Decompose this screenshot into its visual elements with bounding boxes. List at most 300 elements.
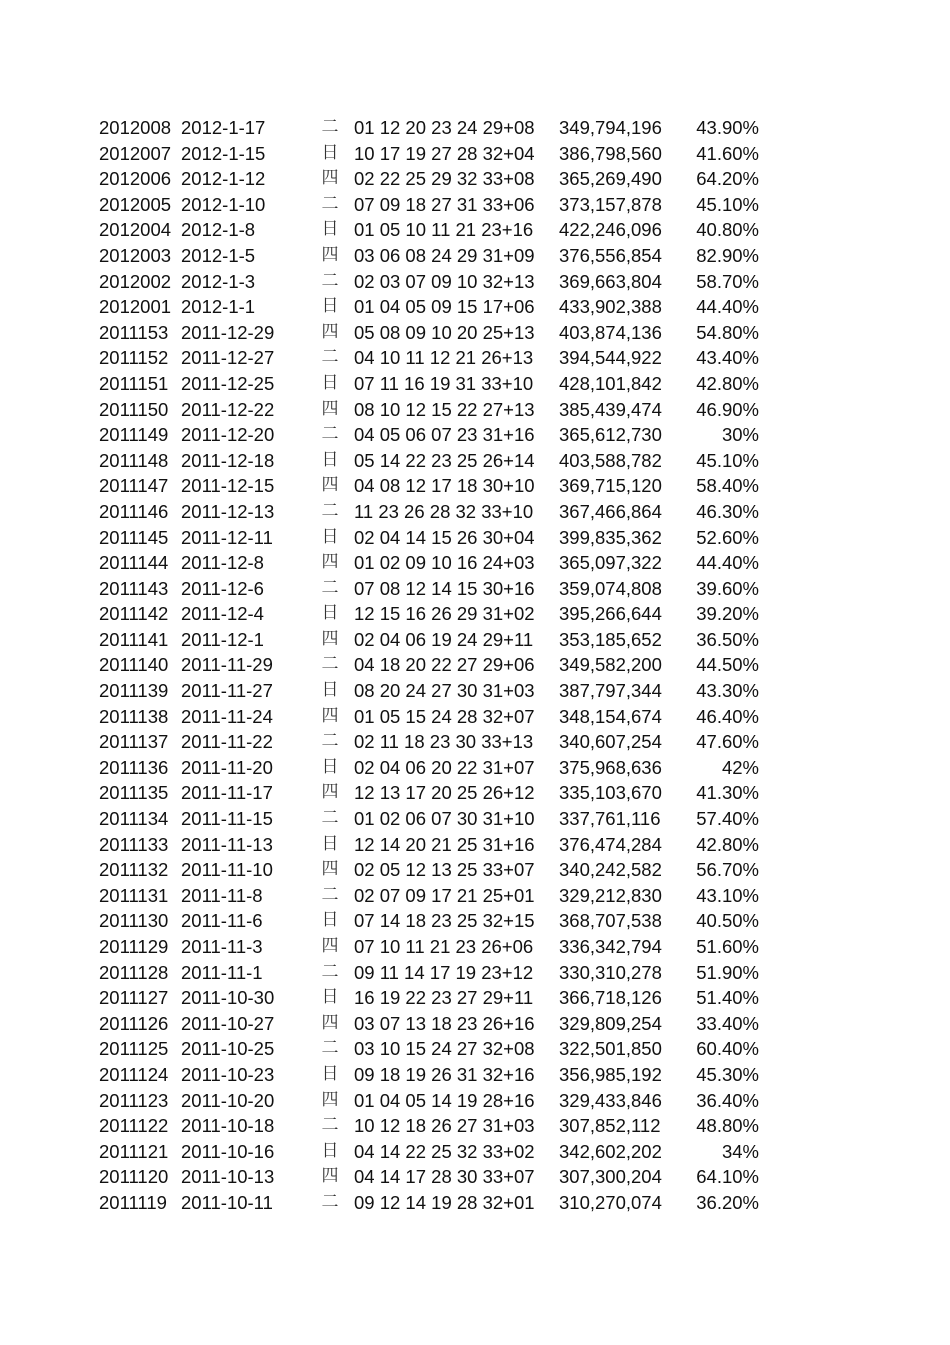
sales-amount-cell: 369,663,804 <box>559 270 662 292</box>
return-rate-cell: 51.60% <box>696 936 759 957</box>
weekday-cell: 二 <box>321 347 339 368</box>
sales-amount-cell: 368,707,538 <box>559 910 662 932</box>
issue-number-cell: 2012008 <box>99 117 172 138</box>
sales-amount-cell: 310,270,074 <box>559 1191 662 1213</box>
issue-number-cell: 2011150 <box>99 398 169 420</box>
sales-amount-cell: 329,433,846 <box>559 1089 662 1111</box>
return-rate-cell: 45.30% <box>696 1063 759 1085</box>
winning-numbers-cell: 09 18 19 26 31 32+16 <box>354 1063 535 1085</box>
issue-number-cell: 2011147 <box>99 475 169 497</box>
return-rate-cell: 52.60% <box>696 526 759 548</box>
table-row <box>99 704 759 730</box>
issue-number-cell: 2011131 <box>99 884 169 906</box>
return-rate-cell: 51.90% <box>696 961 759 983</box>
return-rate-cell: 46.40% <box>696 705 759 727</box>
weekday-cell: 二 <box>321 1191 339 1212</box>
table-row <box>99 934 759 960</box>
return-rate-cell: 36.20% <box>696 1191 759 1213</box>
draw-date-cell: 2011-10-25 <box>181 1038 275 1060</box>
draw-date-cell: 2012-1-5 <box>181 244 256 266</box>
issue-number-cell: 2011136 <box>99 756 169 778</box>
sales-amount-cell: 376,556,854 <box>559 244 662 266</box>
weekday-cell: 四 <box>321 1166 339 1187</box>
winning-numbers-cell: 01 12 20 23 24 29+08 <box>354 117 535 138</box>
return-rate-cell: 45.10% <box>696 449 759 471</box>
table-row <box>99 985 759 1011</box>
weekday-cell: 四 <box>321 552 339 573</box>
winning-numbers-cell: 12 15 16 26 29 31+02 <box>354 603 535 625</box>
return-rate-cell: 46.90% <box>696 398 759 420</box>
winning-numbers-cell: 01 05 10 11 21 23+16 <box>354 219 534 241</box>
winning-numbers-cell: 16 19 22 23 27 29+11 <box>354 987 534 1009</box>
sales-amount-cell: 330,310,278 <box>559 961 662 983</box>
sales-amount-cell: 356,985,192 <box>559 1063 662 1085</box>
sales-amount-cell: 366,718,126 <box>559 987 662 1009</box>
sales-amount-cell: 375,968,636 <box>559 756 662 778</box>
sales-amount-cell: 349,582,200 <box>559 654 662 676</box>
table-row <box>99 960 759 986</box>
winning-numbers-cell: 02 07 09 17 21 25+01 <box>354 884 535 906</box>
issue-number-cell: 2011128 <box>99 961 169 983</box>
winning-numbers-cell: 08 20 24 27 30 31+03 <box>354 680 535 702</box>
draw-date-cell: 2011-10-11 <box>181 1191 273 1213</box>
issue-number-cell: 2011148 <box>99 449 169 471</box>
weekday-cell: 日 <box>321 756 339 777</box>
weekday-cell: 日 <box>321 372 339 393</box>
sales-amount-cell: 422,246,096 <box>559 219 662 241</box>
winning-numbers-cell: 07 14 18 23 25 32+15 <box>354 910 535 932</box>
sales-amount-cell: 373,157,878 <box>559 193 662 215</box>
table-row <box>99 345 759 371</box>
table-row <box>99 448 759 474</box>
winning-numbers-cell: 04 10 11 12 21 26+13 <box>354 347 534 369</box>
sales-amount-cell: 342,602,202 <box>559 1140 662 1162</box>
table-row <box>99 397 759 423</box>
winning-numbers-cell: 03 06 08 24 29 31+09 <box>354 244 535 266</box>
draw-date-cell: 2011-12-6 <box>181 577 264 599</box>
issue-number-cell: 2012006 <box>99 168 172 190</box>
table-row <box>99 857 759 883</box>
draw-date-cell: 2011-12-20 <box>181 424 275 446</box>
return-rate-cell: 36.40% <box>696 1089 759 1111</box>
return-rate-cell: 60.40% <box>696 1038 759 1060</box>
draw-date-cell: 2011-11-27 <box>181 680 273 702</box>
table-row <box>99 780 759 806</box>
weekday-cell: 四 <box>321 168 339 189</box>
weekday-cell: 四 <box>321 321 339 342</box>
return-rate-cell: 40.80% <box>696 219 759 241</box>
weekday-cell: 四 <box>321 628 339 649</box>
issue-number-cell: 2011138 <box>99 705 169 727</box>
return-rate-cell: 58.70% <box>696 270 759 292</box>
winning-numbers-cell: 02 04 06 20 22 31+07 <box>354 756 535 778</box>
sales-amount-cell: 387,797,344 <box>559 680 662 702</box>
sales-amount-cell: 336,342,794 <box>559 936 662 957</box>
weekday-cell: 二 <box>321 1115 339 1136</box>
weekday-cell: 日 <box>321 142 339 163</box>
weekday-cell: 四 <box>321 398 339 419</box>
return-rate-cell: 39.60% <box>696 577 759 599</box>
sales-amount-cell: 365,269,490 <box>559 168 662 190</box>
sales-amount-cell: 335,103,670 <box>559 782 662 804</box>
sales-amount-cell: 359,074,808 <box>559 577 662 599</box>
weekday-cell: 四 <box>321 859 339 880</box>
table-row <box>99 141 759 167</box>
sales-amount-cell: 367,466,864 <box>559 500 662 522</box>
table-row <box>99 320 759 346</box>
winning-numbers-cell: 07 11 16 19 31 33+10 <box>354 372 534 394</box>
return-rate-cell: 45.10% <box>696 193 759 215</box>
weekday-cell: 日 <box>321 1140 339 1161</box>
winning-numbers-cell: 01 02 09 10 16 24+03 <box>354 552 535 574</box>
winning-numbers-cell: 07 09 18 27 31 33+06 <box>354 193 535 215</box>
draw-date-cell: 2011-11-17 <box>181 782 273 804</box>
draw-date-cell: 2012-1-17 <box>181 117 266 138</box>
weekday-cell: 四 <box>321 244 339 265</box>
sales-amount-cell: 433,902,388 <box>559 296 662 318</box>
draw-date-cell: 2012-1-10 <box>181 193 266 215</box>
issue-number-cell: 2011134 <box>99 808 169 830</box>
table-row <box>99 422 759 448</box>
sales-amount-cell: 403,588,782 <box>559 449 662 471</box>
draw-date-cell: 2011-11-29 <box>181 654 273 676</box>
return-rate-cell: 34% <box>721 1140 759 1162</box>
weekday-cell: 日 <box>321 1063 339 1084</box>
issue-number-cell: 2011140 <box>99 654 169 676</box>
return-rate-cell: 39.20% <box>696 603 759 625</box>
return-rate-cell: 40.50% <box>696 910 759 932</box>
sales-amount-cell: 353,185,652 <box>559 628 662 650</box>
weekday-cell: 二 <box>321 1038 339 1059</box>
winning-numbers-cell: 10 17 19 27 28 32+04 <box>354 142 535 164</box>
draw-date-cell: 2011-12-27 <box>181 347 275 369</box>
return-rate-cell: 47.60% <box>696 731 759 753</box>
issue-number-cell: 2011145 <box>99 526 169 548</box>
issue-number-cell: 2011152 <box>99 347 169 369</box>
table-row <box>99 1088 759 1114</box>
weekday-cell: 二 <box>321 500 339 521</box>
draw-date-cell: 2011-11-1 <box>181 961 263 983</box>
table-row <box>99 1011 759 1037</box>
return-rate-cell: 58.40% <box>696 475 759 497</box>
table-row <box>99 192 759 218</box>
issue-number-cell: 2011133 <box>99 833 169 855</box>
table-row <box>99 576 759 602</box>
weekday-cell: 二 <box>321 654 339 675</box>
weekday-cell: 日 <box>321 526 339 547</box>
winning-numbers-cell: 05 08 09 10 20 25+13 <box>354 321 535 343</box>
return-rate-cell: 43.30% <box>696 680 759 702</box>
issue-number-cell: 2011120 <box>99 1166 169 1188</box>
table-row <box>99 166 759 192</box>
issue-number-cell: 2011129 <box>99 936 169 957</box>
issue-number-cell: 2011151 <box>99 372 169 394</box>
draw-date-cell: 2011-12-22 <box>181 398 275 420</box>
winning-numbers-cell: 10 12 18 26 27 31+03 <box>354 1115 535 1137</box>
sales-amount-cell: 386,798,560 <box>559 142 662 164</box>
weekday-cell: 二 <box>321 193 339 214</box>
issue-number-cell: 2011153 <box>99 321 169 343</box>
sales-amount-cell: 307,852,112 <box>559 1115 661 1137</box>
sales-amount-cell: 395,266,644 <box>559 603 662 625</box>
winning-numbers-cell: 04 18 20 22 27 29+06 <box>354 654 535 676</box>
table-row <box>99 1164 759 1190</box>
return-rate-cell: 42.80% <box>696 833 759 855</box>
draw-date-cell: 2011-11-24 <box>181 705 273 727</box>
sales-amount-cell: 399,835,362 <box>559 526 662 548</box>
draw-date-cell: 2011-11-20 <box>181 756 273 778</box>
draw-date-cell: 2011-12-1 <box>181 628 264 650</box>
issue-number-cell: 2011146 <box>99 500 169 522</box>
table-row <box>99 269 759 295</box>
table-row <box>99 473 759 499</box>
issue-number-cell: 2012002 <box>99 270 172 292</box>
return-rate-cell: 30% <box>721 424 759 446</box>
draw-date-cell: 2011-10-23 <box>181 1063 275 1085</box>
winning-numbers-cell: 04 05 06 07 23 31+16 <box>354 424 535 446</box>
sales-amount-cell: 394,544,922 <box>559 347 662 369</box>
draw-date-cell: 2011-11-22 <box>181 731 273 753</box>
table-row <box>99 499 759 525</box>
table-row <box>99 832 759 858</box>
weekday-cell: 日 <box>321 449 339 470</box>
return-rate-cell: 41.30% <box>696 782 759 804</box>
issue-number-cell: 2012007 <box>99 142 172 164</box>
weekday-cell: 二 <box>321 961 339 982</box>
issue-number-cell: 2011121 <box>99 1140 169 1162</box>
return-rate-cell: 36.50% <box>696 628 759 650</box>
draw-date-cell: 2012-1-1 <box>181 296 256 318</box>
issue-number-cell: 2011132 <box>99 859 169 881</box>
table-row <box>99 294 759 320</box>
table-row <box>99 115 759 141</box>
issue-number-cell: 2011126 <box>99 1012 169 1034</box>
table-row <box>99 601 759 627</box>
return-rate-cell: 56.70% <box>696 859 759 881</box>
table-row <box>99 1036 759 1062</box>
return-rate-cell: 48.80% <box>696 1115 759 1137</box>
draw-date-cell: 2011-10-30 <box>181 987 275 1009</box>
weekday-cell: 二 <box>321 884 339 905</box>
weekday-cell: 日 <box>321 219 339 240</box>
weekday-cell: 日 <box>321 833 339 854</box>
winning-numbers-cell: 09 12 14 19 28 32+01 <box>354 1191 535 1213</box>
return-rate-cell: 44.50% <box>696 654 759 676</box>
winning-numbers-cell: 01 04 05 14 19 28+16 <box>354 1089 535 1111</box>
winning-numbers-cell: 01 02 06 07 30 31+10 <box>354 808 535 830</box>
issue-number-cell: 2011139 <box>99 680 169 702</box>
winning-numbers-cell: 12 13 17 20 25 26+12 <box>354 782 535 804</box>
weekday-cell: 日 <box>321 603 339 624</box>
table-row <box>99 806 759 832</box>
return-rate-cell: 41.60% <box>696 142 759 164</box>
sales-amount-cell: 340,242,582 <box>559 859 662 881</box>
return-rate-cell: 43.10% <box>696 884 759 906</box>
table-row <box>99 1113 759 1139</box>
draw-date-cell: 2011-12-4 <box>181 603 264 625</box>
issue-number-cell: 2011141 <box>99 628 169 650</box>
winning-numbers-cell: 12 14 20 21 25 31+16 <box>354 833 535 855</box>
draw-date-cell: 2012-1-12 <box>181 168 266 190</box>
table-row <box>99 755 759 781</box>
weekday-cell: 四 <box>321 1089 339 1110</box>
draw-date-cell: 2011-12-8 <box>181 552 264 574</box>
weekday-cell: 四 <box>321 1012 339 1033</box>
winning-numbers-cell: 02 04 14 15 26 30+04 <box>354 526 535 548</box>
table-row <box>99 550 759 576</box>
winning-numbers-cell: 02 05 12 13 25 33+07 <box>354 859 535 881</box>
weekday-cell: 四 <box>321 475 339 496</box>
weekday-cell: 二 <box>321 577 339 598</box>
issue-number-cell: 2011123 <box>99 1089 169 1111</box>
sales-amount-cell: 340,607,254 <box>559 731 662 753</box>
weekday-cell: 二 <box>321 117 339 137</box>
draw-date-cell: 2011-12-25 <box>181 372 275 394</box>
weekday-cell: 二 <box>321 270 339 291</box>
winning-numbers-cell: 04 14 22 25 32 33+02 <box>354 1140 535 1162</box>
issue-number-cell: 2011130 <box>99 910 169 932</box>
table-row <box>99 883 759 909</box>
table-row <box>99 217 759 243</box>
draw-date-cell: 2012-1-8 <box>181 219 256 241</box>
issue-number-cell: 2011125 <box>99 1038 169 1060</box>
winning-numbers-cell: 02 22 25 29 32 33+08 <box>354 168 535 190</box>
return-rate-cell: 57.40% <box>696 808 759 830</box>
issue-number-cell: 2012001 <box>99 296 172 318</box>
sales-amount-cell: 349,794,196 <box>559 117 662 138</box>
return-rate-cell: 64.10% <box>696 1166 759 1188</box>
weekday-cell: 二 <box>321 424 339 445</box>
draw-date-cell: 2011-12-15 <box>181 475 275 497</box>
winning-numbers-cell: 02 04 06 19 24 29+11 <box>354 628 534 650</box>
winning-numbers-cell: 07 08 12 14 15 30+16 <box>354 577 535 599</box>
sales-amount-cell: 365,097,322 <box>559 552 662 574</box>
sales-amount-cell: 365,612,730 <box>559 424 662 446</box>
table-row <box>99 729 759 755</box>
issue-number-cell: 2011119 <box>99 1191 167 1213</box>
issue-number-cell: 2011122 <box>99 1115 169 1137</box>
draw-date-cell: 2012-1-3 <box>181 270 256 292</box>
weekday-cell: 四 <box>321 705 339 726</box>
weekday-cell: 日 <box>321 910 339 931</box>
issue-number-cell: 2011124 <box>99 1063 169 1085</box>
sales-amount-cell: 322,501,850 <box>559 1038 662 1060</box>
sales-amount-cell: 376,474,284 <box>559 833 662 855</box>
winning-numbers-cell: 01 05 15 24 28 32+07 <box>354 705 535 727</box>
table-row <box>99 908 759 934</box>
draw-date-cell: 2011-12-13 <box>181 500 275 522</box>
winning-numbers-cell: 03 07 13 18 23 26+16 <box>354 1012 535 1034</box>
weekday-cell: 日 <box>321 680 339 701</box>
winning-numbers-cell: 08 10 12 15 22 27+13 <box>354 398 535 420</box>
return-rate-cell: 43.90% <box>696 117 759 138</box>
winning-numbers-cell: 09 11 14 17 19 23+12 <box>354 961 534 983</box>
sales-amount-cell: 337,761,116 <box>559 808 661 830</box>
sales-amount-cell: 428,101,842 <box>559 372 662 394</box>
draw-date-cell: 2011-11-10 <box>181 859 273 881</box>
weekday-cell: 二 <box>321 808 339 829</box>
draw-date-cell: 2011-10-13 <box>181 1166 275 1188</box>
return-rate-cell: 44.40% <box>696 296 759 318</box>
table-row <box>99 678 759 704</box>
winning-numbers-cell: 04 14 17 28 30 33+07 <box>354 1166 535 1188</box>
winning-numbers-cell: 02 11 18 23 30 33+13 <box>354 731 534 753</box>
draw-date-cell: 2011-10-27 <box>181 1012 275 1034</box>
draw-date-cell: 2011-12-18 <box>181 449 275 471</box>
weekday-cell: 二 <box>321 731 339 752</box>
draw-date-cell: 2011-12-29 <box>181 321 275 343</box>
weekday-cell: 四 <box>321 936 339 956</box>
weekday-cell: 四 <box>321 782 339 803</box>
winning-numbers-cell: 05 14 22 23 25 26+14 <box>354 449 535 471</box>
return-rate-cell: 54.80% <box>696 321 759 343</box>
return-rate-cell: 42% <box>721 756 759 778</box>
issue-number-cell: 2012005 <box>99 193 172 215</box>
table-row <box>99 627 759 653</box>
winning-numbers-cell: 02 03 07 09 10 32+13 <box>354 270 535 292</box>
return-rate-cell: 51.40% <box>696 987 759 1009</box>
table-row <box>99 652 759 678</box>
draw-date-cell: 2012-1-15 <box>181 142 266 164</box>
return-rate-cell: 64.20% <box>696 168 759 190</box>
draw-results-table <box>99 115 759 1216</box>
draw-date-cell: 2011-11-13 <box>181 833 273 855</box>
return-rate-cell: 82.90% <box>696 244 759 266</box>
draw-date-cell: 2011-11-15 <box>181 808 273 830</box>
issue-number-cell: 2011142 <box>99 603 169 625</box>
issue-number-cell: 2011149 <box>99 424 169 446</box>
issue-number-cell: 2011135 <box>99 782 169 804</box>
draw-date-cell: 2011-12-11 <box>181 526 273 548</box>
winning-numbers-cell: 07 10 11 21 23 26+06 <box>354 936 534 957</box>
winning-numbers-cell: 04 08 12 17 18 30+10 <box>354 475 535 497</box>
sales-amount-cell: 369,715,120 <box>559 475 662 497</box>
table-row <box>99 371 759 397</box>
weekday-cell: 日 <box>321 987 339 1008</box>
issue-number-cell: 2012003 <box>99 244 172 266</box>
return-rate-cell: 44.40% <box>696 552 759 574</box>
draw-date-cell: 2011-10-20 <box>181 1089 275 1111</box>
sales-amount-cell: 403,874,136 <box>559 321 662 343</box>
return-rate-cell: 43.40% <box>696 347 759 369</box>
draw-date-cell: 2011-11-3 <box>181 936 263 957</box>
draw-results-body <box>99 115 759 1216</box>
winning-numbers-cell: 01 04 05 09 15 17+06 <box>354 296 535 318</box>
draw-date-cell: 2011-10-16 <box>181 1140 275 1162</box>
table-row <box>99 525 759 551</box>
sales-amount-cell: 307,300,204 <box>559 1166 662 1188</box>
sales-amount-cell: 385,439,474 <box>559 398 662 420</box>
draw-date-cell: 2011-10-18 <box>181 1115 275 1137</box>
return-rate-cell: 42.80% <box>696 372 759 394</box>
winning-numbers-cell: 03 10 15 24 27 32+08 <box>354 1038 535 1060</box>
table-row <box>99 243 759 269</box>
draw-date-cell: 2011-11-8 <box>181 884 263 906</box>
issue-number-cell: 2011137 <box>99 731 169 753</box>
issue-number-cell: 2011143 <box>99 577 169 599</box>
sales-amount-cell: 348,154,674 <box>559 705 662 727</box>
winning-numbers-cell: 11 23 26 28 32 33+10 <box>354 500 534 522</box>
issue-number-cell: 2011144 <box>99 552 169 574</box>
return-rate-cell: 46.30% <box>696 500 759 522</box>
sales-amount-cell: 329,212,830 <box>559 884 662 906</box>
draw-date-cell: 2011-11-6 <box>181 910 263 932</box>
weekday-cell: 日 <box>321 296 339 317</box>
table-row <box>99 1190 759 1216</box>
table-row <box>99 1062 759 1088</box>
issue-number-cell: 2011127 <box>99 987 169 1009</box>
sales-amount-cell: 329,809,254 <box>559 1012 662 1034</box>
